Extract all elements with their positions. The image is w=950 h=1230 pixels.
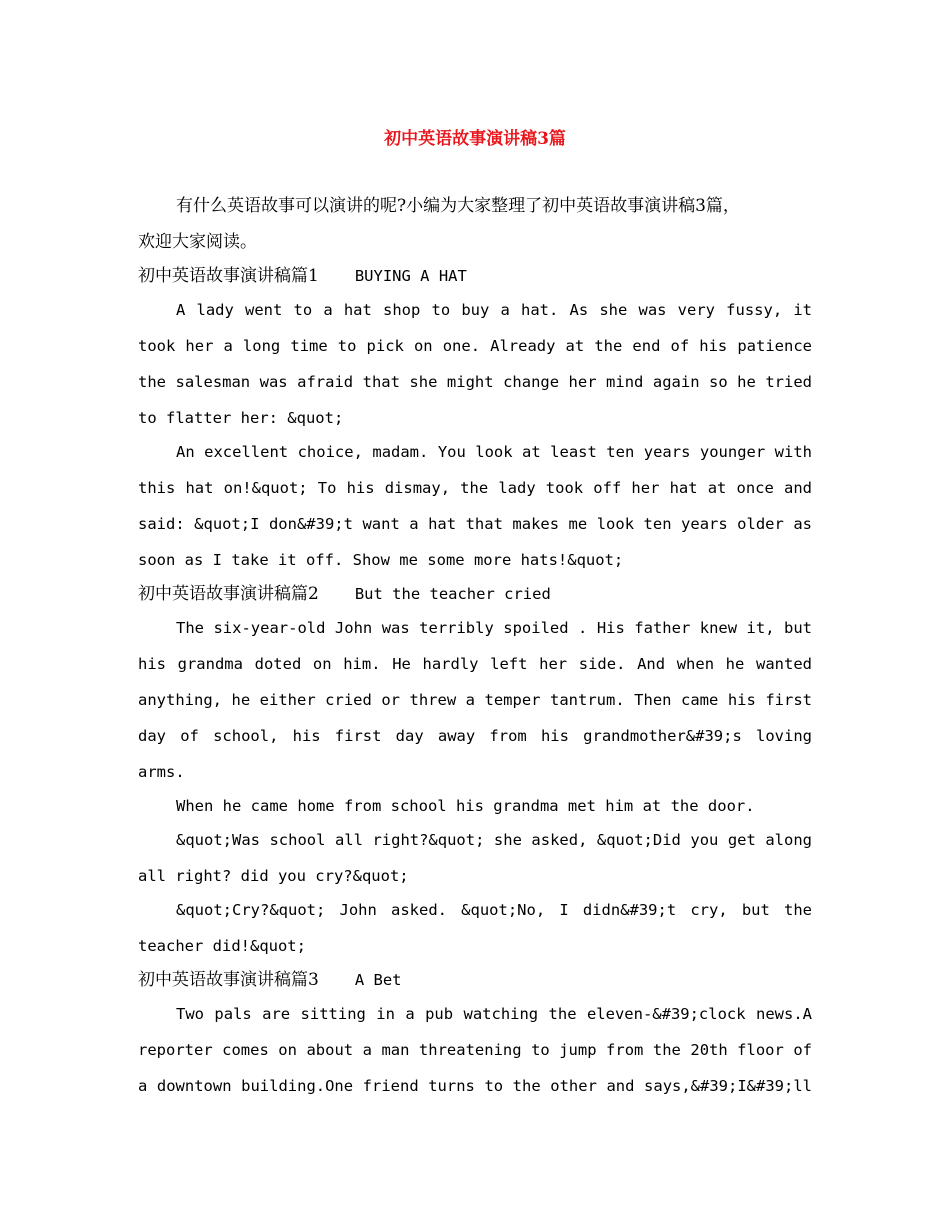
section-title: A Bet xyxy=(354,971,402,989)
section-label: 初中英语故事演讲稿篇2 xyxy=(138,584,319,604)
paragraph-line: his grandma doted on him. He hardly left her side. And when he wanted xyxy=(138,655,812,673)
section-heading xyxy=(138,584,812,604)
document-title: 初中英语故事演讲稿3篇 xyxy=(384,129,566,149)
paragraph-line: took her a long time to pick on one. Already at the end of his patience xyxy=(138,337,812,355)
paragraph-line: teacher did!&quot; xyxy=(138,937,306,955)
intro-line: 有什么英语故事可以演讲的呢?小编为大家整理了初中英语故事演讲稿3篇， xyxy=(176,196,740,216)
section-label: 初中英语故事演讲稿篇3 xyxy=(138,970,319,990)
paragraph-line: said: &quot;I don&#39;t want a hat that makes me look ten years older as xyxy=(138,515,812,533)
paragraph-line: reporter comes on about a man threatening to jump from the 20th floor of xyxy=(138,1041,812,1059)
section-title: But the teacher cried xyxy=(354,585,551,603)
paragraph-line: anything, he either cried or threw a temper tantrum. Then came his first xyxy=(138,691,812,709)
paragraph-line: A lady went to a hat shop to buy a hat. As she was very fussy, it xyxy=(176,301,812,319)
section-heading xyxy=(138,266,812,286)
section-label: 初中英语故事演讲稿篇1 xyxy=(138,266,319,286)
paragraph-line: An excellent choice, madam. You look at least ten years younger with xyxy=(176,443,812,461)
paragraph-line: When he came home from school his grandma met him at the door. xyxy=(176,797,755,815)
paragraph-line: &quot;Was school all right?&quot; she asked, &quot;Did you get along xyxy=(176,831,812,849)
paragraph-line: the salesman was afraid that she might change her mind again so he tried xyxy=(138,373,812,391)
paragraph-line: &quot;Cry?&quot; John asked. &quot;No, I didn&#39;t cry, but the xyxy=(176,901,812,919)
paragraph-line: Two pals are sitting in a pub watching the eleven-&#39;clock news.A xyxy=(176,1005,812,1023)
paragraph-line: to flatter her: &quot; xyxy=(138,409,344,427)
section-heading xyxy=(138,970,812,990)
paragraph-line: The six-year-old John was terribly spoiled . His father knew it, but xyxy=(176,619,812,637)
intro-line: 欢迎大家阅读。 xyxy=(138,232,257,252)
paragraph-line: day of school, his first day away from his grandmother&#39;s loving xyxy=(138,727,812,745)
paragraph-line: this hat on!&quot; To his dismay, the lady took off her hat at once and xyxy=(138,479,812,497)
section-title: BUYING A HAT xyxy=(354,267,467,285)
paragraph-line: soon as I take it off. Show me some more hats!&quot; xyxy=(138,551,624,569)
paragraph-line: arms. xyxy=(138,763,185,781)
paragraph-line: all right? did you cry?&quot; xyxy=(138,867,409,885)
paragraph-line: a downtown building.One friend turns to the other and says,&#39;I&#39;ll xyxy=(138,1077,812,1095)
